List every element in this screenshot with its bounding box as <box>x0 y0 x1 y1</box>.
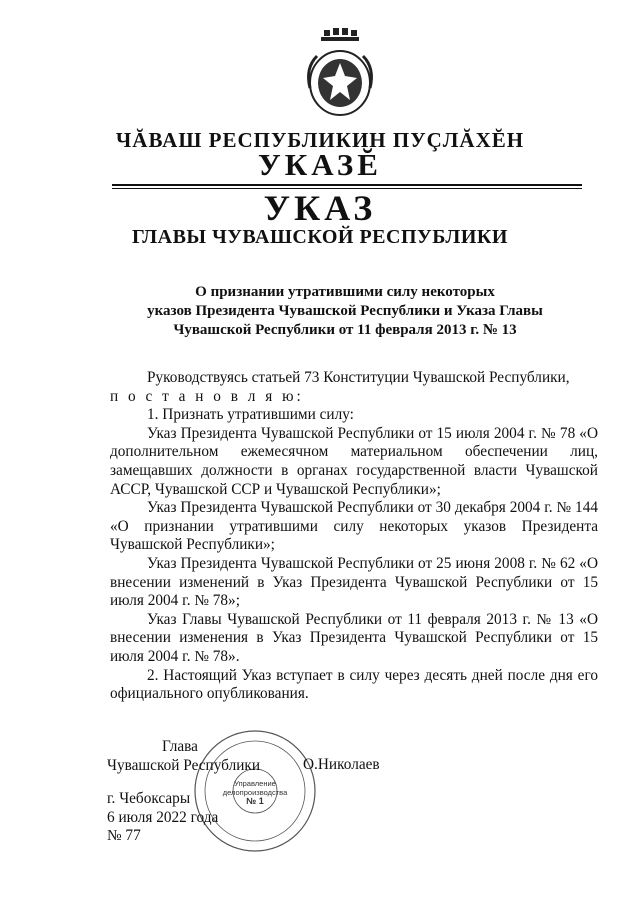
decree-title-line: О признании утратившими силу некоторых <box>195 284 495 300</box>
signature-position-line2: Чувашской Республики <box>107 757 261 774</box>
header-divider-thick <box>112 184 582 186</box>
body-paragraph: 1. Признать утратившими силу: <box>147 406 354 424</box>
decree-number: № 77 <box>107 827 141 844</box>
body-paragraph: 2. Настоящий Указ вступает в силу через десять дней после дня его официального опубликования. <box>110 666 598 703</box>
signature-position <box>107 737 260 775</box>
body-paragraph: Руководствуясь статьей 73 Конституции Чувашской Республики, <box>147 369 570 386</box>
body-paragraph: Указ Президента Чувашской Республики от 30 декабря 2004 г. № 144 «О признании утратившими силу некоторых указов Президента Чувашской Республики»; <box>110 499 598 554</box>
decree-body <box>110 369 598 704</box>
body-paragraph: Указ Президента Чувашской Республики от 25 июня 2008 г. № 62 «О внесении изменений в Указ Президента Чувашской Республики от 15 июля 2004 г. № 78»; <box>110 554 598 610</box>
signature-position-line1: Глава <box>162 738 198 755</box>
issuer-title: ГЛАВЫ ЧУВАШСКОЙ РЕСПУБЛИКИ <box>132 226 508 248</box>
body-paragraph: Указ Главы Чувашской Республики от 11 февраля 2013 г. № 13 «О внесении изменения в Указ Президента Чувашской Республики от 15 июля 2004 г. № 78». <box>110 610 598 665</box>
decree-title-line: Чувашской Республики от 11 февраля 2013 г. № 13 <box>173 322 517 338</box>
stamp-center-text <box>222 780 288 820</box>
chuvash-header-line: ЧĂВАШ РЕСПУБЛИКИН ПУÇЛĂХĔН <box>115 128 525 152</box>
ukaz-title: УКАЗ <box>263 188 377 228</box>
body-paragraph: Указ Президента Чувашской Республики от 15 июля 2004 г. № 78 «О дополнительном ежемесячном материальном обеспечении лиц, замещавших должности в органах государственной власти Чувашской АССР, Чувашской ССР и Чувашской Республики»; <box>110 424 598 498</box>
issue-date: 6 июля 2022 года <box>107 808 219 826</box>
signatory-name: О.Николаев <box>303 756 380 773</box>
stamp-line: Управление <box>234 779 276 788</box>
chuvash-ukaze-title: УКАЗĔ <box>258 147 382 182</box>
coat-of-arms-emblem <box>295 28 385 118</box>
issue-place-date <box>107 790 218 846</box>
decree-title-line: указов Президента Чувашской Республики и Указа Главы <box>147 303 543 319</box>
decree-title <box>120 283 570 340</box>
stamp-line: делопроизводства <box>222 787 288 797</box>
stamp-number: № 1 <box>246 796 264 806</box>
issue-city: г. Чебоксары <box>107 790 191 807</box>
body-resolve-word: п о с т а н о в л я ю: <box>110 387 304 405</box>
